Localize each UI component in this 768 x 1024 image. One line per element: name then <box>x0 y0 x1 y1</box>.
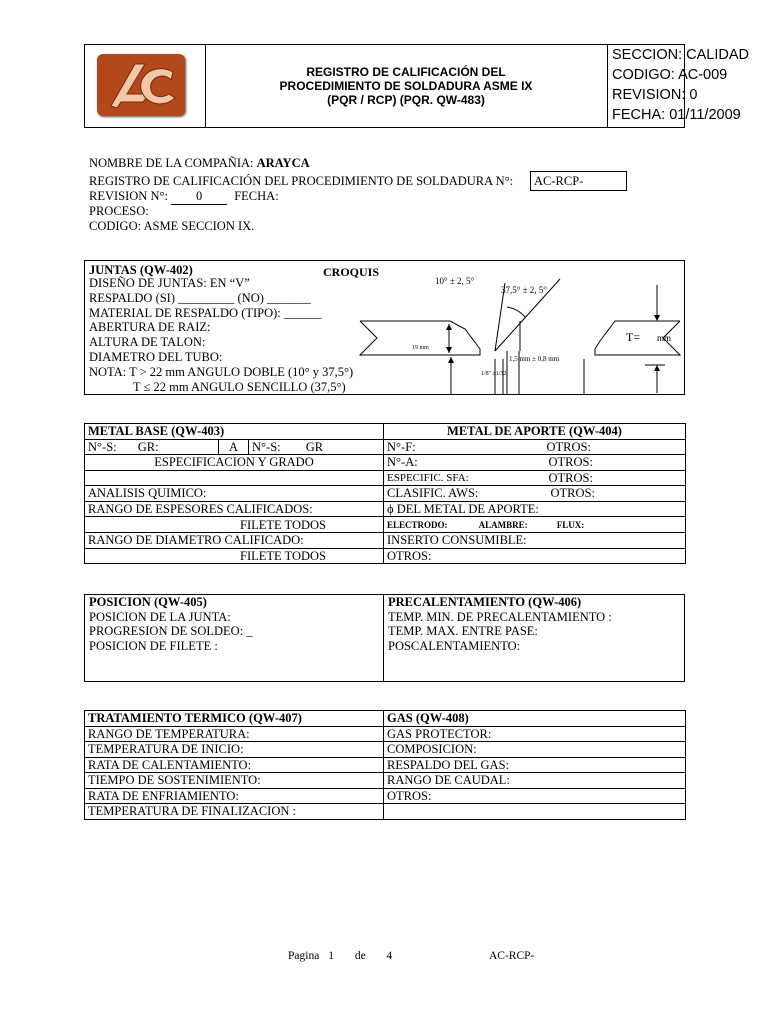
otros1-label: OTROS: <box>546 439 591 454</box>
juntas-line: ABERTURA DE RAIZ: <box>89 320 211 335</box>
company-row <box>89 155 310 171</box>
nf-cell <box>384 439 686 455</box>
rango-espesores-label: RANGO DE ESPESORES CALIFICADOS: <box>85 501 384 517</box>
title-line-1: REGISTRO DE CALIFICACIÓN DEL <box>306 65 506 79</box>
na-label: N°-A: <box>387 455 418 470</box>
juntas-line: ALTURA DE TALON: <box>89 335 206 350</box>
tratamiento-row-label: RANGO DE TEMPERATURA: <box>85 726 384 742</box>
juntas-line: T ≤ 22 mm ANGULO SENCILLO (37,5°) <box>133 379 346 394</box>
document-title <box>205 45 608 127</box>
title-line-3: (PQR / RCP) (PQR. QW-483) <box>327 93 485 107</box>
posicion-line: PROGRESION DE SOLDEO: _ <box>89 624 253 638</box>
ns-gr-cell <box>85 439 219 455</box>
metal-base-title: METAL BASE (QW-403) <box>85 424 384 440</box>
gas-row-label: RANGO DE CAUDAL: <box>384 773 686 789</box>
otros4-label: OTROS: <box>550 486 595 501</box>
gas-row-label <box>384 804 686 820</box>
precalentamiento-line: POSCALENTAMIENTO: <box>388 638 521 653</box>
tratamiento-title: TRATAMIENTO TERMICO (QW-407) <box>85 711 384 727</box>
ns2-gr2-cell <box>249 439 384 455</box>
metal-aporte-title: METAL DE APORTE (QW-404) <box>384 424 686 440</box>
registro-number-field[interactable]: AC-RCP- <box>530 171 627 191</box>
posicion-section <box>84 594 685 682</box>
registro-label: REGISTRO DE CALIFICACIÓN DEL PROCEDIMIENTO DE SOLDADURA N°: <box>89 174 514 188</box>
pagina-label: Pagina <box>288 950 320 962</box>
ns1-label: N°-S: <box>88 439 117 454</box>
juntas-line: RESPALDO (SI) _________ (NO) _______ <box>89 290 311 305</box>
filete2-label: FILETE TODOS <box>85 548 384 564</box>
title-line-2: PROCEDIMIENTO DE SOLDADURA ASME IX <box>279 79 533 93</box>
posicion-col <box>89 595 253 653</box>
codigo-label: CODIGO: ASME SECCION IX. <box>89 219 255 233</box>
gr1-label: GR: <box>137 439 159 454</box>
document-header <box>84 44 749 128</box>
proceso-label: PROCESO: <box>89 204 149 218</box>
posicion-line: POSICION DE FILETE : <box>89 638 218 653</box>
ns2-label: N°-S: <box>252 439 281 454</box>
angle1-label: 10° ± 2, 5° <box>435 276 475 286</box>
gas-title: GAS (QW-408) <box>384 711 686 727</box>
juntas-lines <box>89 276 353 394</box>
diam-aporte-label: ϕ DEL METAL DE APORTE: <box>384 501 686 517</box>
tratamiento-row-label: TEMPERATURA DE INICIO: <box>85 742 384 758</box>
gas-row-label: COMPOSICION: <box>384 742 686 758</box>
revision-text: REVISION: 0 <box>612 87 698 103</box>
codigo-text: CODIGO: AC-009 <box>612 67 728 83</box>
juntas-line: DISEÑO DE JUNTAS: EN “V” <box>89 276 250 290</box>
gr2-label: GR <box>305 439 324 454</box>
alambre-label: ALAMBRE: <box>478 520 528 530</box>
juntas-section <box>84 260 685 395</box>
inserto-label: INSERTO CONSUMIBLE: <box>384 533 686 549</box>
juntas-line: DIAMETRO DEL TUBO: <box>89 349 223 364</box>
page-footer <box>288 948 392 964</box>
company-label: NOMBRE DE LA COMPAÑIA: <box>89 156 254 170</box>
page-total: 4 <box>386 950 393 962</box>
tratamiento-row-label: RATA DE ENFRIAMIENTO: <box>85 788 384 804</box>
na-cell <box>384 455 686 471</box>
page-number: 1 <box>328 950 334 962</box>
croquis-title: CROQUIS <box>323 265 380 279</box>
thickness-label: T= <box>626 330 641 344</box>
sfa-cell <box>384 470 686 486</box>
fecha-text: FECHA: 01/11/2009 <box>612 107 741 123</box>
tratamiento-row-label: TEMPERATURA DE FINALIZACION : <box>85 804 384 820</box>
precalentamiento-col <box>388 595 612 653</box>
precalentamiento-line: TEMP. MAX. ENTRE PASE: <box>388 624 538 638</box>
flux-label: FLUX: <box>556 520 585 530</box>
otros2-label: OTROS: <box>548 455 593 470</box>
revision-label: REVISION N°: <box>89 189 168 203</box>
dim-root-face: 1,5 mm ± 0,8 mm <box>509 355 560 363</box>
espec-grado-label: ESPECIFICACION Y GRADO <box>85 455 384 471</box>
espec-grado-value[interactable] <box>85 470 384 486</box>
logo-graphic <box>97 54 185 116</box>
company-value: ARAYCA <box>256 156 310 170</box>
company-logo <box>97 54 185 116</box>
nf-label: N°-F: <box>387 439 416 454</box>
gas-row-label: RESPALDO DEL GAS: <box>384 757 686 773</box>
aws-cell <box>384 486 686 502</box>
aws-label: CLASIFIC. AWS: <box>387 486 479 501</box>
electrodo-cell <box>384 517 686 533</box>
electrodo-label: ELECTRODO: <box>387 520 448 530</box>
precalentamiento-line: TEMP. MIN. DE PRECALENTAMIENTO : <box>388 609 612 624</box>
de-label: de <box>354 950 366 962</box>
precalentamiento-title: PRECALENTAMIENTO (QW-406) <box>388 595 582 609</box>
fecha-label: FECHA: <box>234 189 279 203</box>
posicion-line: POSICION DE LA JUNTA: <box>89 609 231 624</box>
juntas-line: MATERIAL DE RESPALDO (TIPO): ______ <box>89 305 322 320</box>
tratamiento-row-label: RATA DE CALENTAMIENTO: <box>85 757 384 773</box>
posicion-divider <box>383 595 384 681</box>
tratamiento-table <box>84 710 686 820</box>
thickness-unit: mm <box>657 333 672 343</box>
posicion-title: POSICION (QW-405) <box>89 595 207 609</box>
gas-row-label: GAS PROTECTOR: <box>384 726 686 742</box>
seccion-text: SECCION: CALIDAD <box>612 47 749 63</box>
a-label: A <box>219 439 249 455</box>
angle2-label: 37,5° ± 2, 5° <box>501 285 547 295</box>
sfa-label: ESPECIFIC. SFA: <box>387 471 469 484</box>
logo-cell <box>85 45 206 127</box>
dim-19mm: 19 mm <box>412 345 429 351</box>
footer-code: AC-RCP- <box>489 950 535 962</box>
revision-value[interactable]: 0 <box>171 188 227 205</box>
otros5-label: OTROS: <box>384 548 686 564</box>
dim-root-gap: 1/8'' ±1/32 <box>481 371 507 377</box>
otros3-label: OTROS: <box>548 470 593 485</box>
rango-diametro-label: RANGO DE DIAMETRO CALIFICADO: <box>85 533 384 549</box>
document-info <box>608 45 749 127</box>
gas-row-label: OTROS: <box>384 788 686 804</box>
juntas-line: NOTA: T > 22 mm ANGULO DOBLE (10° y 37,5°) <box>89 364 354 379</box>
filete1-label: FILETE TODOS <box>85 517 384 533</box>
metal-table <box>84 423 686 564</box>
juntas-title: JUNTAS (QW-402) <box>89 263 193 277</box>
analisis-label: ANALISIS QUIMICO: <box>85 486 384 502</box>
tratamiento-row-label: TIEMPO DE SOSTENIMIENTO: <box>85 773 384 789</box>
